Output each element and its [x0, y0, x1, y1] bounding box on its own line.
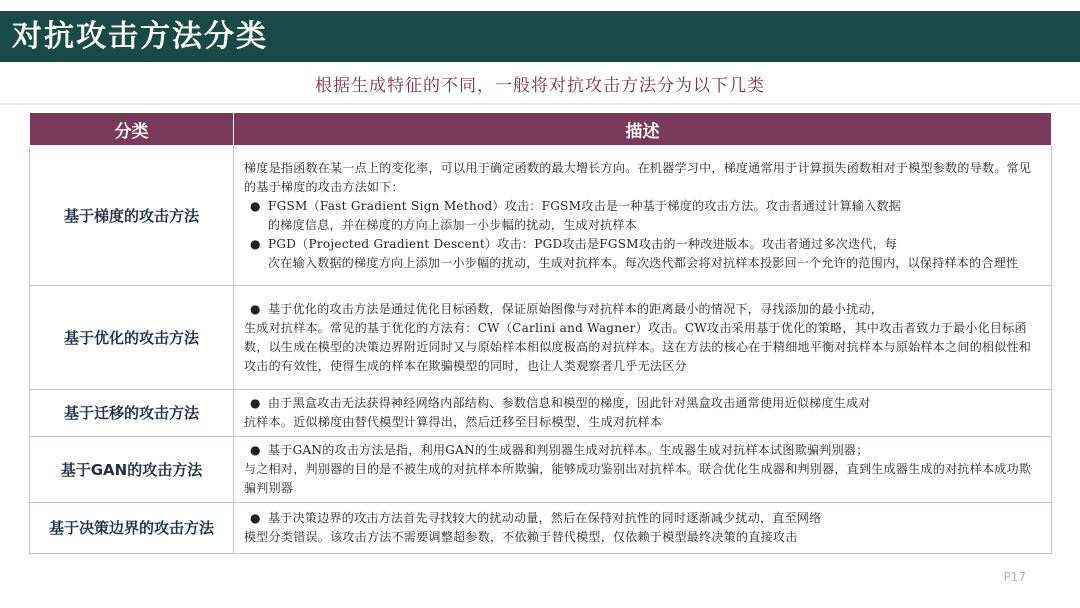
- list-item: [244, 394, 1043, 413]
- page-number: P17: [1003, 570, 1026, 584]
- table-row: [30, 437, 1052, 503]
- category-cell: 基于决策边界的攻击方法: [30, 503, 234, 554]
- title-bar: [0, 11, 1080, 62]
- intro-text: 梯度是指函数在某一点上的变化率，可以用于确定函数的最大增长方向。在机器学习中，梯度通常用于计算损失函数相对于模型参数的导数。常见的基于梯度的攻击方法如下：: [244, 160, 1032, 194]
- category-cell: 基于GAN的攻击方法: [30, 437, 234, 503]
- description-cell: [234, 146, 1052, 286]
- list-item-text: PGD（Projected Gradient Descent）攻击：PGD攻击是FGSM攻击的一种改进版本。攻击者通过多次迭代，每: [268, 236, 898, 251]
- page-title: 对抗攻击方法分类: [12, 19, 268, 54]
- header-category: 分类: [30, 113, 234, 146]
- classification-table: [29, 112, 1052, 554]
- bullet-icon: ●: [250, 198, 261, 213]
- list-item: [244, 300, 1043, 319]
- list-item-continuation: 与之相对，判别器的目的是不被生成的对抗样本所欺骗，能够成功鉴别出对抗样本。联合优化生成器和判别器，直到生成器生成的对抗样本成功欺骗判别器: [244, 462, 1032, 495]
- list-item-text: 基于决策边界的攻击方法首先寻找较大的扰动动量，然后在保持对抗性的同时逐渐减少扰动，直至网络: [268, 511, 822, 525]
- table-row: [30, 146, 1052, 286]
- list-item-continuation: 的梯度信息，并在梯度的方向上添加一小步幅的扰动，生成对抗样本: [268, 217, 638, 232]
- subtitle: 根据生成特征的不同，一般将对抗攻击方法分为以下几类: [315, 76, 765, 96]
- list-item-continuation: 模型分类错误。该攻击方法不需要调整超参数，不依赖于替代模型，仅依赖于模型最终决策的直接攻击: [244, 530, 798, 544]
- description-cell: [234, 437, 1052, 503]
- list-item: [244, 441, 1043, 460]
- bullet-icon: ●: [250, 301, 261, 316]
- table-row: [30, 390, 1052, 437]
- list-item: [244, 509, 1043, 528]
- bullet-icon: ●: [250, 443, 261, 457]
- description-cell: [234, 503, 1052, 554]
- list-item-continuation: 生成对抗样本。常见的基于优化的方法有：CW（Carlini and Wagner）攻击。CW攻击采用基于优化的策略，其中攻击者致力于最小化目标函数，以生成在模型的决策边界附近同时又与原始样本相似度极高的对抗样本。这在方法的核心在于精细地平衡对抗样本与原始样本之间的相似性和攻击的有效性，使得生成的样本在欺骗模型的同时，也让人类观察者几乎无法区分: [244, 320, 1032, 373]
- category-cell: 基于迁移的攻击方法: [30, 390, 234, 437]
- list-item: [244, 235, 1043, 254]
- category-cell: 基于梯度的攻击方法: [30, 146, 234, 286]
- list-item: [244, 197, 1043, 216]
- bullet-icon: ●: [250, 511, 261, 525]
- table-header-row: [30, 113, 1052, 146]
- description-cell: [234, 390, 1052, 437]
- table-row: [30, 286, 1052, 390]
- list-item-text: 由于黑盒攻击无法获得神经网络内部结构、参数信息和模型的梯度，因此针对黑盒攻击通常使用近似梯度生成对: [268, 396, 871, 410]
- header-description: 描述: [234, 113, 1052, 146]
- list-item-continuation: 次在输入数据的梯度方向上添加一小步幅的扰动，生成对抗样本。每次迭代都会将对抗样本投影回一个允许的范围内，以保持样本的合理性: [268, 255, 1019, 270]
- list-item-continuation: 抗样本。近似梯度由替代模型计算得出，然后迁移至目标模型，生成对抗样本: [244, 415, 663, 429]
- bullet-icon: ●: [250, 236, 261, 251]
- table-row: [30, 503, 1052, 554]
- bullet-icon: ●: [250, 396, 261, 410]
- description-cell: [234, 286, 1052, 390]
- list-item-text: 基于优化的攻击方法是通过优化目标函数，保证原始图像与对抗样本的距离最小的情况下，寻找添加的最小扰动，: [268, 301, 884, 316]
- subtitle-divider: [0, 103, 1080, 105]
- list-item-text: FGSM（Fast Gradient Sign Method）攻击：FGSM攻击是一种基于梯度的攻击方法。攻击者通过计算输入数据: [268, 198, 902, 213]
- list-item-text: 基于GAN的攻击方法是指，利用GAN的生成器和判别器生成对抗样本。生成器生成对抗样本试图欺骗判别器；: [268, 443, 869, 457]
- category-cell: 基于优化的攻击方法: [30, 286, 234, 390]
